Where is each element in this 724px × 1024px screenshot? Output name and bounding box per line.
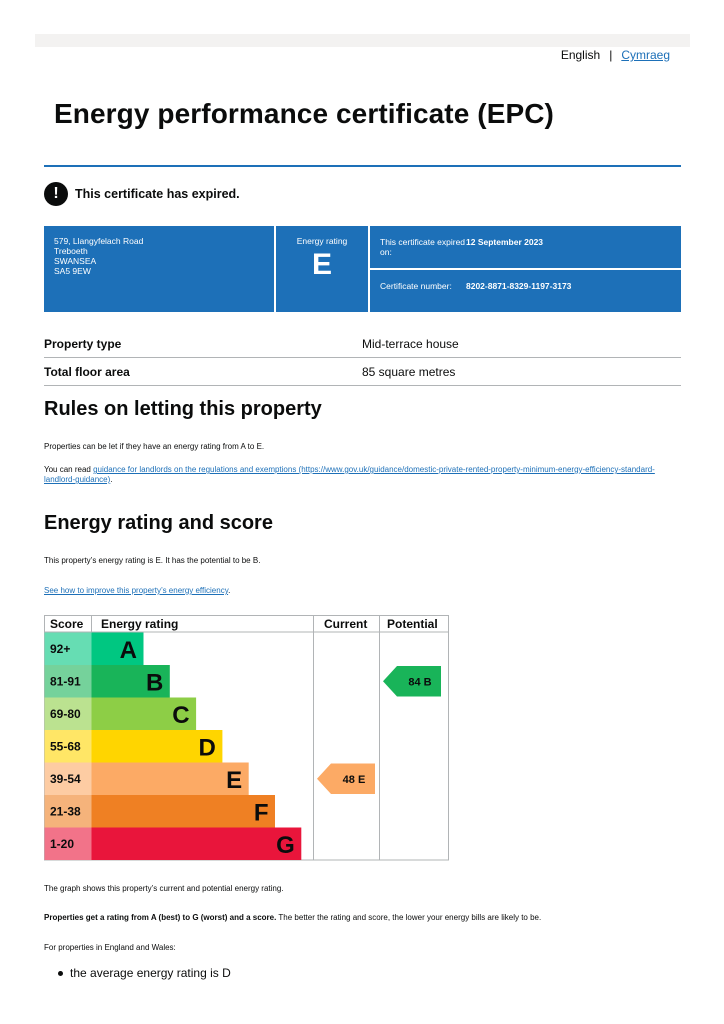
property-value: 85 square metres	[362, 364, 456, 379]
rules-guidance-paragraph	[44, 465, 674, 485]
top-strip	[35, 34, 690, 47]
certificate-summary	[44, 226, 681, 312]
certificate-number-row	[370, 270, 681, 312]
current-rating-label: 48 E	[342, 773, 366, 786]
rating-explanation-rest: The better the rating and score, the lower your energy bills are likely to be.	[276, 913, 542, 922]
certificate-number-value: 8202-8871-8329-1197-3173	[466, 281, 572, 291]
score-label-d: 55-68	[50, 739, 81, 754]
address-line: Treboeth	[54, 246, 88, 256]
improve-link[interactable]: See how to improve this property’s energy efficiency	[44, 586, 229, 595]
rules-heading: Rules on letting this property	[44, 398, 322, 420]
language-switcher	[561, 48, 670, 62]
title-divider	[44, 165, 681, 167]
certificate-number-label: Certificate number:	[380, 281, 452, 291]
rating-bar-e	[92, 763, 249, 796]
graph-caption: The graph shows this property’s current and potential energy rating.	[44, 884, 284, 893]
list-item	[58, 966, 231, 980]
language-link-cymraeg[interactable]: Cymraeg	[621, 48, 670, 62]
rating-explanation	[44, 913, 674, 923]
score-label-b: 81-91	[50, 674, 81, 689]
guidance-link[interactable]: guidance for landlords on the regulations and exemptions (https://www.gov.uk/guidance/domestic-private-rented-property-minimum-energy-efficiency-standard-landlord-guidance)	[44, 465, 655, 484]
rating-bar-f	[92, 795, 276, 828]
energy-rating-letter: E	[311, 248, 332, 281]
bullet-dot	[58, 971, 63, 976]
guidance-prefix: You can read	[44, 465, 94, 474]
property-key: Property type	[44, 336, 122, 351]
score-label-g: 1-20	[50, 836, 75, 851]
energy-rating-block	[276, 226, 368, 312]
energy-rating-chart	[44, 615, 450, 863]
improve-paragraph	[44, 586, 674, 596]
language-current: English	[560, 48, 601, 62]
rating-letter-a: A	[119, 636, 137, 664]
expiry-label: This certificate expired on:	[380, 237, 466, 257]
england-wales-intro: For properties in England and Wales:	[44, 943, 176, 952]
address-line: SA5 9EW	[54, 266, 91, 276]
potential-rating-label: 84 B	[408, 676, 432, 689]
language-separator: |	[609, 48, 613, 62]
expiry-value: 12 September 2023	[466, 237, 544, 247]
property-row	[44, 330, 681, 358]
rating-letter-g: G	[276, 831, 295, 859]
expired-warning	[44, 182, 240, 206]
address-line: SWANSEA	[54, 256, 97, 266]
rating-letter-b: B	[145, 669, 164, 697]
certificate-details	[370, 226, 681, 312]
address-line: 579, Llangyfelach Road	[54, 236, 144, 246]
page-title: Energy performance certificate (EPC)	[54, 98, 554, 129]
rating-paragraph: This property’s energy rating is E. It has the potential to be B.	[44, 556, 261, 565]
property-details	[44, 330, 681, 386]
warning-text: This certificate has expired.	[75, 187, 240, 201]
rating-explanation-bold: Properties get a rating from A (best) to G (worst) and a score.	[44, 913, 277, 922]
header-current: Current	[324, 617, 368, 631]
score-label-a: 92+	[50, 641, 71, 656]
address-block	[44, 226, 274, 312]
rating-letter-e: E	[226, 766, 243, 794]
average-rating-text: the average energy rating is D	[70, 966, 231, 980]
rating-letter-d: D	[198, 734, 216, 762]
rating-letter-f: F	[253, 799, 269, 827]
score-label-f: 21-38	[50, 804, 81, 819]
rating-letter-c: C	[172, 701, 190, 729]
warning-icon: !	[44, 182, 68, 206]
property-key: Total floor area	[44, 364, 130, 379]
rules-paragraph: Properties can be let if they have an energy rating from A to E.	[44, 442, 265, 451]
header-potential: Potential	[387, 617, 438, 631]
rating-bar-g	[92, 828, 302, 861]
energy-rating-label: Energy rating	[296, 236, 348, 246]
guidance-suffix: .	[110, 475, 113, 484]
score-label-c: 69-80	[50, 706, 81, 721]
score-label-e: 39-54	[50, 771, 81, 786]
expiry-row	[370, 226, 681, 268]
rating-heading: Energy rating and score	[44, 512, 273, 534]
property-row	[44, 358, 681, 386]
header-score: Score	[50, 617, 84, 631]
header-energy-rating: Energy rating	[101, 617, 179, 631]
improve-suffix: .	[228, 586, 231, 595]
property-value: Mid-terrace house	[362, 336, 459, 351]
